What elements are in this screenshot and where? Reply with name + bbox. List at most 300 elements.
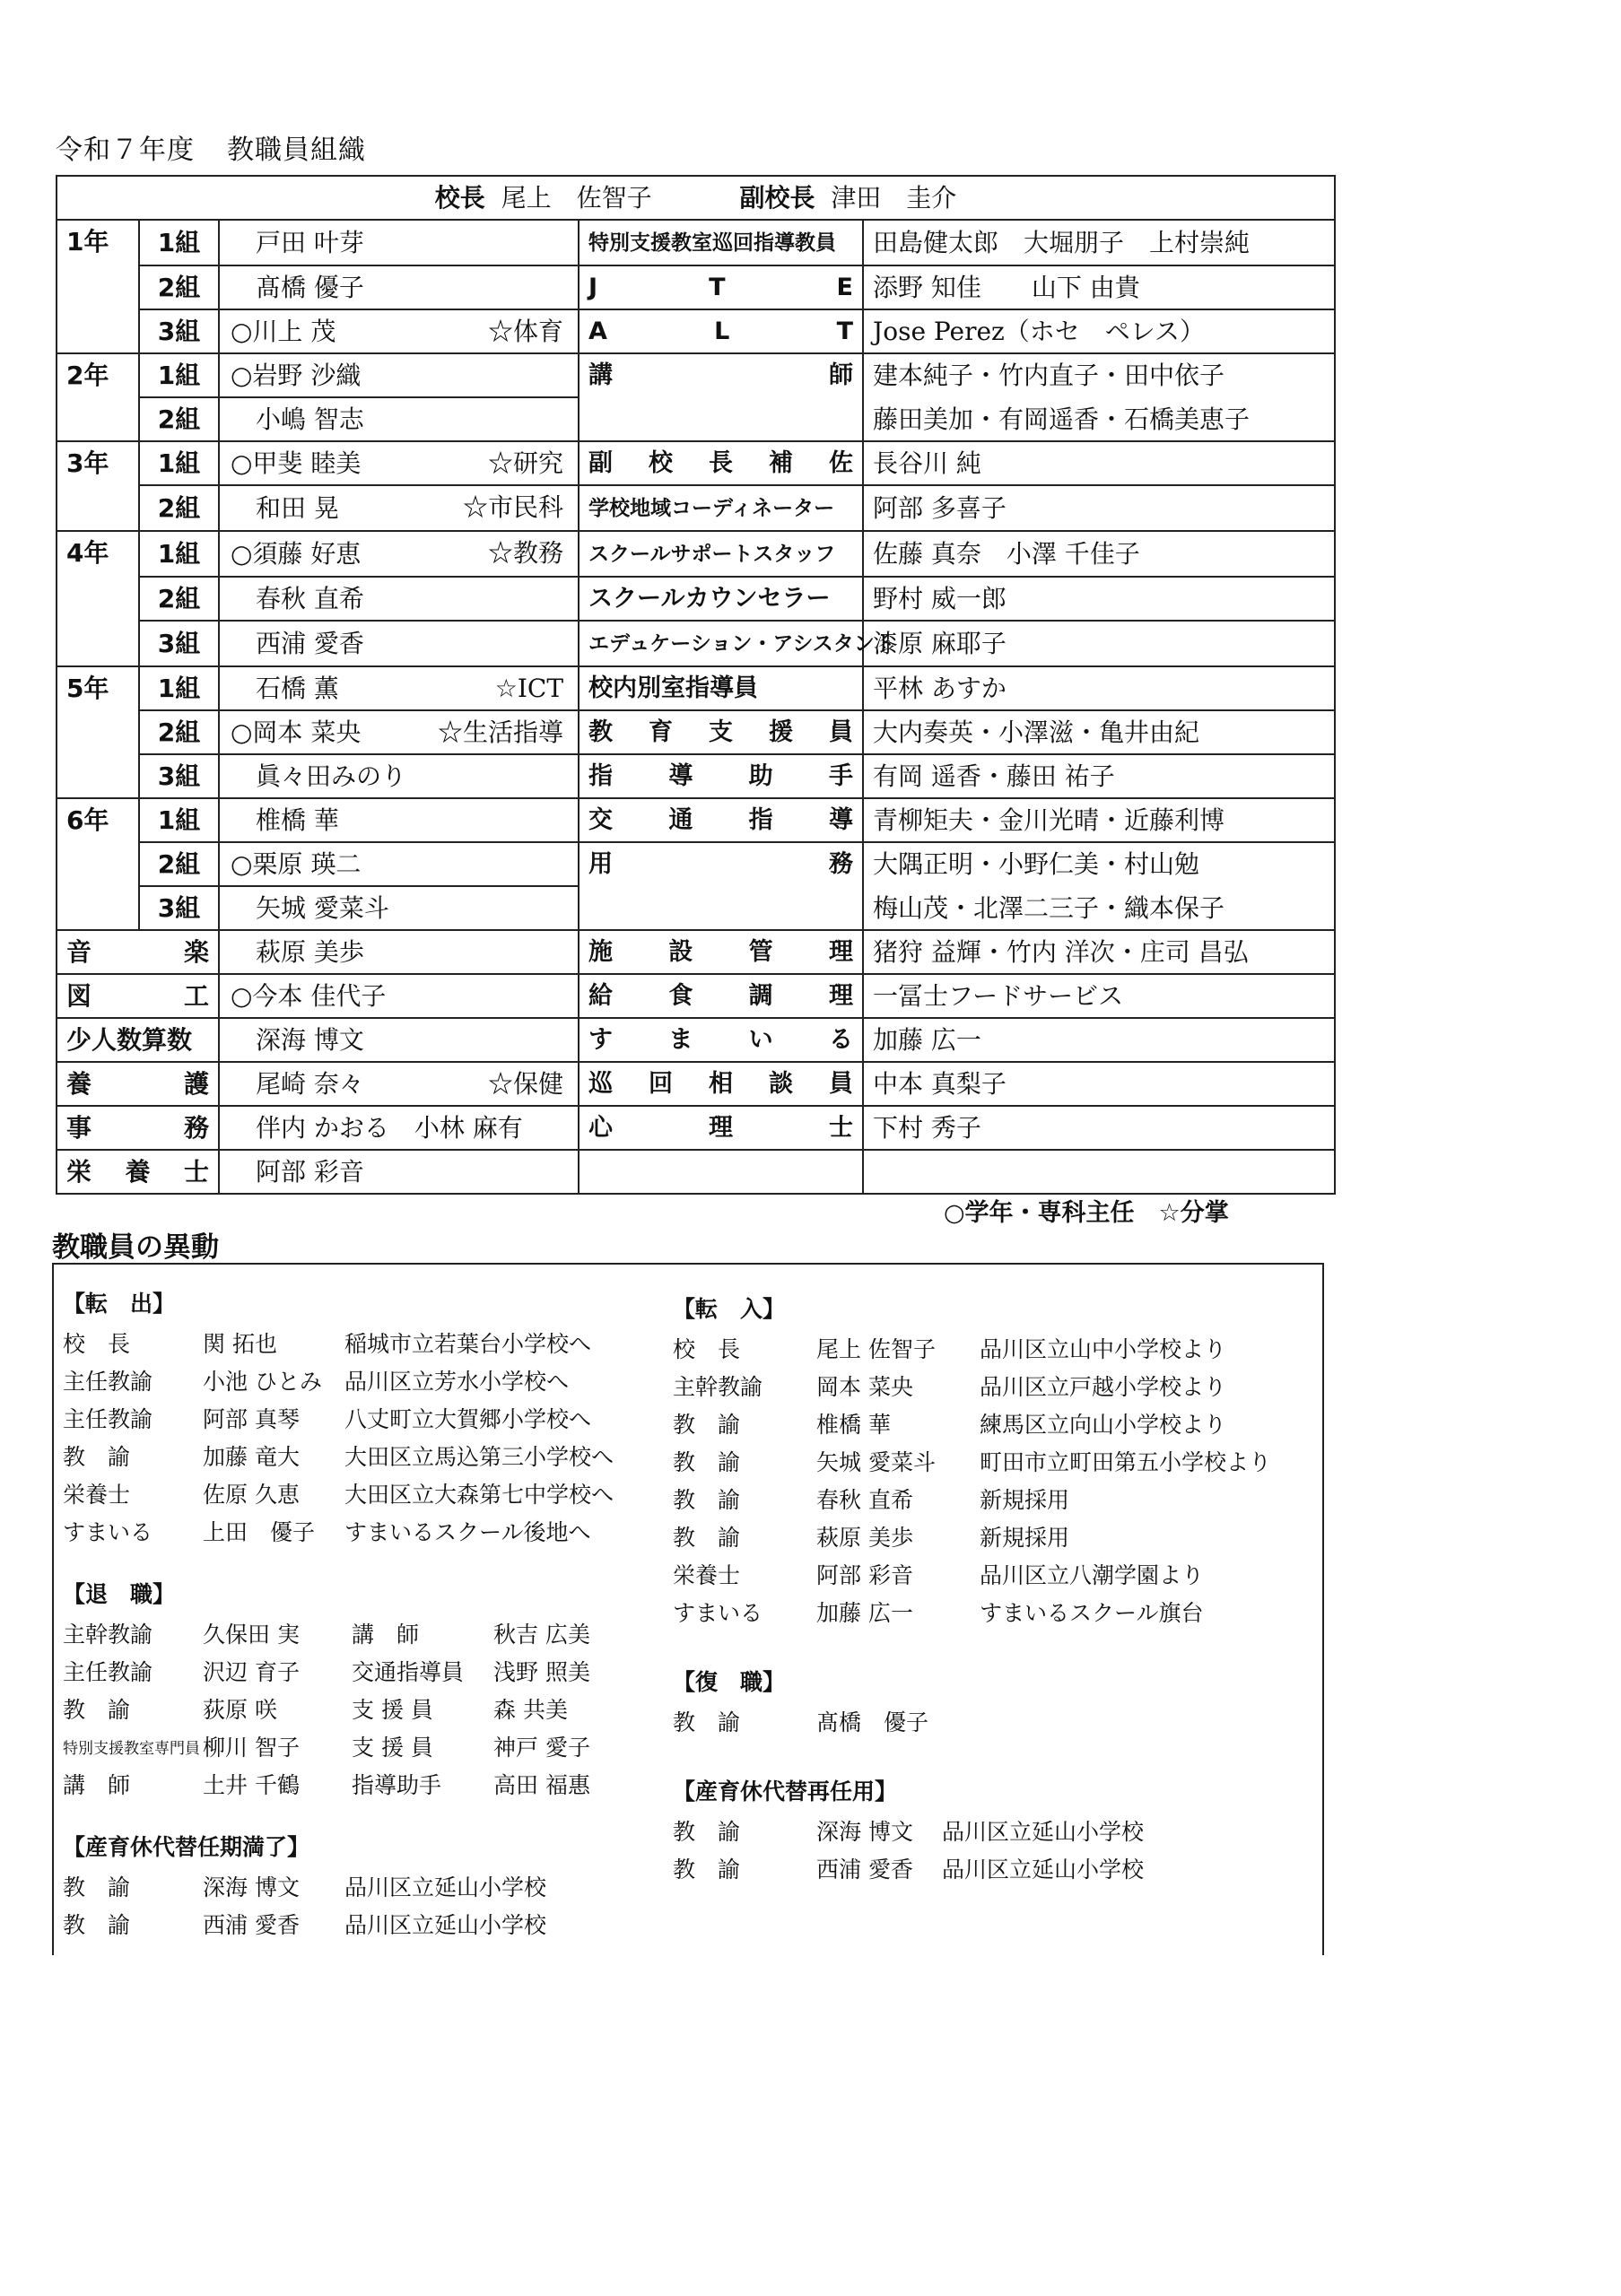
cell: すまいる <box>673 1600 763 1626</box>
role-text: エデュケーション・アシスタント <box>588 632 895 656</box>
role-text <box>588 1019 853 1061</box>
role-text <box>588 843 853 885</box>
role-text <box>588 1063 853 1105</box>
role-text: 特別支援教室巡回指導教員 <box>588 231 836 255</box>
staff-names: 野村 威一郎 <box>873 584 1007 613</box>
cell: 支 援 員 <box>352 1697 433 1723</box>
role-label <box>579 666 863 710</box>
staff-names: 漆原 麻耶子 <box>873 629 1007 658</box>
homeroom-teacher <box>219 309 579 353</box>
char: 用 <box>588 850 613 878</box>
char: 理 <box>828 938 853 966</box>
staff-names: 田島健太郎 大堀朋子 上村崇純 <box>873 228 1251 257</box>
staff-names: 一冨士フードサービス <box>873 981 1124 1011</box>
cell: 教 諭 <box>673 1412 741 1438</box>
char: 心 <box>588 1114 613 1142</box>
char: 調 <box>748 982 773 1010</box>
list-item <box>63 1652 614 1690</box>
section-heading: 【復 職】 <box>673 1669 786 1695</box>
list-item <box>63 1905 614 1943</box>
vice-principal-name: 津田 圭介 <box>831 183 957 213</box>
char: 講 <box>588 361 613 389</box>
cell: すまいるスクール旗台 <box>980 1600 1204 1626</box>
cell: 稲城市立若葉台小学校へ <box>344 1331 592 1357</box>
char: 巡 <box>588 1070 613 1098</box>
cell: 栄養士 <box>63 1482 131 1508</box>
char: 栄 <box>66 1157 92 1187</box>
class-label: 1組 <box>139 531 219 577</box>
role-label <box>579 710 863 754</box>
duty-label: ☆生活指導 <box>437 718 563 747</box>
homeroom-teacher <box>219 265 579 309</box>
cell: 講 師 <box>63 1772 131 1798</box>
role-text <box>588 975 853 1017</box>
staff-row <box>57 353 1335 397</box>
teacher-name: ○甲斐 睦美 <box>231 448 362 478</box>
char: 援 <box>769 718 793 746</box>
char: 導 <box>668 762 693 790</box>
cell: 品川区立八潮学園より <box>980 1562 1205 1588</box>
subject-text <box>66 975 209 1017</box>
staff-names-2: 梅山茂・北澤二三子・織本保子 <box>873 893 1225 923</box>
char: 副 <box>588 449 613 477</box>
staff-row <box>57 1018 1335 1062</box>
homeroom-teacher <box>219 842 579 886</box>
homeroom-teacher <box>219 710 579 754</box>
role-staff <box>863 531 1335 577</box>
role-staff <box>863 666 1335 710</box>
staff-row <box>57 577 1335 621</box>
staff-row <box>57 441 1335 485</box>
char: T <box>709 274 726 301</box>
list-item <box>673 1593 1271 1631</box>
class-label: 2組 <box>139 397 219 441</box>
staff-row <box>57 621 1335 666</box>
cell: 加藤 広一 <box>816 1600 913 1626</box>
cell: 教 諭 <box>673 1709 741 1735</box>
role-label <box>579 309 863 353</box>
staff-row <box>57 531 1335 577</box>
section-heading: 【産育休代替任期満了】 <box>63 1834 310 1860</box>
transfers-left-column <box>63 1286 614 1943</box>
cell: 沢辺 育子 <box>203 1659 300 1685</box>
class-label: 1組 <box>139 353 219 397</box>
subject-label <box>57 1106 219 1150</box>
subject-text: 少人数算数 <box>66 1025 193 1055</box>
cell: 品川区立戸越小学校より <box>980 1374 1227 1400</box>
teacher-name: ○川上 茂 <box>231 317 336 346</box>
subject-teacher <box>219 930 579 974</box>
cell: 主任教諭 <box>63 1406 153 1432</box>
char: す <box>588 1026 613 1054</box>
cell: すまいる <box>63 1519 153 1545</box>
cell: 校 長 <box>673 1336 741 1362</box>
staff-names: 阿部 多喜子 <box>873 493 1007 523</box>
teacher-name: 髙橋 優子 <box>256 273 364 302</box>
char: 談 <box>769 1070 793 1098</box>
list-item <box>63 1474 614 1512</box>
cell: 支 援 員 <box>352 1735 433 1761</box>
cell: 大田区立馬込第三小学校へ <box>344 1444 614 1470</box>
transfers-title: 教職員の異動 <box>52 1231 219 1264</box>
staff-names: 大内奏英・小澤滋・亀井由紀 <box>873 718 1200 747</box>
role-text <box>588 711 853 753</box>
grade-label: 6年 <box>57 798 139 930</box>
cell: 練馬区立向山小学校より <box>980 1412 1227 1438</box>
staff-names: 青柳矩夫・金川光晴・近藤利博 <box>873 805 1225 835</box>
role-staff <box>863 265 1335 309</box>
staff-names-2: 藤田美加・有岡遥香・石橋美恵子 <box>873 404 1251 434</box>
char: る <box>828 1026 853 1054</box>
char: 補 <box>769 449 793 477</box>
teacher-name: 春秋 直希 <box>256 584 364 613</box>
cell: 講 師 <box>352 1622 420 1648</box>
cell: 教 諭 <box>673 1857 741 1883</box>
cell: 柳川 智子 <box>203 1735 300 1761</box>
role-label <box>579 531 863 577</box>
role-text <box>588 755 853 797</box>
cell: 加藤 竜大 <box>203 1444 300 1470</box>
cell: 品川区立延山小学校 <box>942 1819 1145 1845</box>
char: T <box>836 317 853 345</box>
staff-names: 猪狩 益輝・竹内 洋次・庄司 昌弘 <box>873 937 1249 967</box>
role-text <box>588 442 853 484</box>
class-label: 1組 <box>139 666 219 710</box>
cell: 主幹教諭 <box>673 1374 763 1400</box>
cell: 秋吉 広美 <box>493 1622 590 1648</box>
role-text <box>588 1107 853 1149</box>
subject-label <box>57 1062 219 1106</box>
spacer <box>63 1550 614 1577</box>
list-item <box>63 1727 614 1765</box>
cell: 荻原 咲 <box>203 1697 277 1723</box>
char: 育 <box>649 718 673 746</box>
homeroom-teacher <box>219 886 579 930</box>
teacher-name: 和田 晃 <box>256 493 339 523</box>
empty-cell <box>579 1150 863 1194</box>
subject-teacher <box>219 1018 579 1062</box>
list-item <box>63 1512 614 1550</box>
homeroom-teacher <box>219 531 579 577</box>
list-item <box>673 1702 1271 1740</box>
role-staff <box>863 577 1335 621</box>
cell: 高田 福惠 <box>493 1772 590 1798</box>
list-item <box>63 1765 614 1803</box>
cell: 教 諭 <box>63 1874 131 1900</box>
grade-label: 1年 <box>57 220 139 353</box>
cell: 教 諭 <box>673 1525 741 1551</box>
staff-row <box>57 1106 1335 1150</box>
grade-label: 2年 <box>57 353 139 441</box>
teacher-name: 戸田 叶芽 <box>256 228 364 257</box>
list-item <box>673 1555 1271 1593</box>
char: 務 <box>183 1113 209 1143</box>
char: 校 <box>649 449 673 477</box>
char: 相 <box>709 1070 733 1098</box>
cell: 久保田 実 <box>203 1622 300 1648</box>
cell: 校 長 <box>63 1331 131 1357</box>
role-text <box>588 931 853 973</box>
role-label <box>579 441 863 485</box>
homeroom-teacher <box>219 353 579 397</box>
cell: 土井 千鶴 <box>203 1772 300 1798</box>
subject-text <box>66 931 209 973</box>
staff-row <box>57 842 1335 886</box>
cell: すまいるスクール後地へ <box>344 1519 591 1545</box>
char: 設 <box>668 938 693 966</box>
staff-names: Jose Perez（ホセ ペレス） <box>873 317 1205 346</box>
char: 管 <box>748 938 773 966</box>
homeroom-teacher <box>219 220 579 265</box>
cell: 新規採用 <box>980 1525 1070 1551</box>
subject-teacher <box>219 1150 579 1194</box>
cell: 髙橋 優子 <box>816 1709 929 1735</box>
subject-text <box>66 1107 209 1149</box>
role-text: スクールサポートスタッフ <box>588 543 836 566</box>
cell: 阿部 彩音 <box>816 1562 913 1588</box>
class-label: 2組 <box>139 577 219 621</box>
subject-teacher <box>219 1062 579 1106</box>
role-text: 校内別室指導員 <box>588 674 758 702</box>
staff-names: 添野 知佳 山下 由貴 <box>873 273 1140 302</box>
role-label <box>579 1062 863 1106</box>
staff-names: 長谷川 純 <box>873 448 981 478</box>
teacher-name: 尾崎 奈々 <box>256 1069 364 1099</box>
role-staff <box>863 974 1335 1018</box>
teacher-name: 小嶋 智志 <box>256 404 364 434</box>
cell: 教 諭 <box>673 1449 741 1475</box>
cell: 佐原 久恵 <box>203 1482 300 1508</box>
staff-names: 建本純子・竹内直子・田中依子 <box>873 361 1225 390</box>
role-label <box>579 485 863 531</box>
char: 教 <box>588 718 613 746</box>
list-item <box>63 1867 614 1905</box>
teacher-name: ○今本 佳代子 <box>231 981 387 1011</box>
role-text: スクールカウンセラー <box>588 585 831 613</box>
char: ま <box>668 1026 693 1054</box>
list-item <box>673 1442 1271 1480</box>
cell: 神戸 愛子 <box>493 1735 590 1761</box>
homeroom-teacher <box>219 577 579 621</box>
staff-names: 下村 秀子 <box>873 1113 981 1143</box>
homeroom-teacher <box>219 397 579 441</box>
section-heading: 【退 職】 <box>63 1581 176 1607</box>
role-text <box>588 266 853 309</box>
list-item <box>63 1437 614 1474</box>
role-text <box>588 799 853 841</box>
duty-label: ☆市民科 <box>462 492 563 522</box>
cell: 品川区立延山小学校 <box>942 1857 1145 1883</box>
class-label: 2組 <box>139 710 219 754</box>
cell: 品川区立延山小学校 <box>344 1912 547 1938</box>
staff-names: 加藤 広一 <box>873 1025 981 1055</box>
cell: 岡本 菜央 <box>816 1374 913 1400</box>
cell: 新規採用 <box>980 1487 1070 1513</box>
homeroom-teacher <box>219 666 579 710</box>
char: 指 <box>588 762 613 790</box>
char: 施 <box>588 938 613 966</box>
role-label <box>579 974 863 1018</box>
duty-label: ☆保健 <box>487 1069 563 1099</box>
role-label <box>579 930 863 974</box>
role-label <box>579 1106 863 1150</box>
char: L <box>714 317 730 345</box>
staff-row <box>57 754 1335 798</box>
duty-label: ☆教務 <box>487 538 563 568</box>
homeroom-teacher <box>219 798 579 842</box>
subject-label <box>57 974 219 1018</box>
class-label: 3組 <box>139 621 219 666</box>
cell: 萩原 美歩 <box>816 1525 913 1551</box>
char: 士 <box>183 1157 209 1187</box>
homeroom-teacher <box>219 485 579 531</box>
char: 工 <box>183 981 209 1011</box>
staff-names: 大隅正明・小野仁美・村山勉 <box>873 849 1200 879</box>
homeroom-teacher <box>219 441 579 485</box>
staff-row <box>57 265 1335 309</box>
char: 指 <box>748 806 773 834</box>
homeroom-teacher <box>219 754 579 798</box>
subject-label <box>57 1018 219 1062</box>
cell: 町田市立町田第五小学校より <box>980 1449 1272 1475</box>
section-heading: 【転 入】 <box>673 1296 786 1322</box>
char: 食 <box>668 982 693 1010</box>
staff-names: 有岡 遥香・藤田 祐子 <box>873 761 1115 791</box>
section-heading: 【転 出】 <box>63 1291 176 1317</box>
role-label <box>579 754 863 798</box>
duty-label: ☆研究 <box>487 448 563 478</box>
cell: 教 諭 <box>63 1697 131 1723</box>
subject-label <box>57 930 219 974</box>
char: 楽 <box>183 937 209 967</box>
role-staff <box>863 441 1335 485</box>
list-item <box>63 1324 614 1361</box>
staff-row <box>57 220 1335 265</box>
list-item <box>673 1329 1271 1367</box>
cell: 西浦 愛香 <box>816 1857 913 1883</box>
cell: 西浦 愛香 <box>203 1912 300 1938</box>
list-item <box>673 1849 1271 1887</box>
list-item <box>673 1518 1271 1555</box>
cell: 品川区立芳水小学校へ <box>344 1369 570 1395</box>
grade-label: 3年 <box>57 441 139 531</box>
teacher-name: 深海 博文 <box>256 1025 364 1055</box>
char: 員 <box>829 1070 853 1098</box>
role-text <box>588 354 853 396</box>
teacher-name: 萩原 美歩 <box>256 937 364 967</box>
char: 士 <box>829 1114 853 1142</box>
staff-table <box>56 175 1336 1195</box>
vice-principal-label: 副校長 <box>739 183 815 213</box>
subject-text <box>66 1063 209 1105</box>
spacer <box>673 1631 1271 1665</box>
staff-names: 中本 真梨子 <box>873 1069 1007 1099</box>
staff-names: 佐藤 真奈 小澤 千佳子 <box>873 539 1140 569</box>
empty-cell <box>863 1150 1335 1194</box>
char: 理 <box>828 982 853 1010</box>
subject-text <box>66 1151 209 1193</box>
char: 務 <box>829 850 853 878</box>
cell: 特別支援教室専門員 <box>63 1739 200 1758</box>
teacher-name: 椎橋 華 <box>256 805 339 835</box>
role-label <box>579 353 863 441</box>
staff-row <box>57 666 1335 710</box>
class-label: 1組 <box>139 220 219 265</box>
cell: 尾上 佐智子 <box>816 1336 936 1362</box>
transfers-box <box>52 1263 1324 1955</box>
class-label: 3組 <box>139 309 219 353</box>
cell: 主幹教諭 <box>63 1622 153 1648</box>
role-staff <box>863 930 1335 974</box>
cell: 指導助手 <box>352 1772 442 1798</box>
grade-label: 5年 <box>57 666 139 798</box>
staff-row <box>57 710 1335 754</box>
staff-names: 平林 あすか <box>873 674 1007 703</box>
char: 手 <box>828 762 853 790</box>
section-heading: 【産育休代替再任用】 <box>673 1779 898 1805</box>
role-label <box>579 798 863 842</box>
class-label: 1組 <box>139 441 219 485</box>
teacher-name: 伴内 かおる 小林 麻有 <box>256 1113 523 1143</box>
char: 養 <box>125 1157 151 1187</box>
teacher-name: ○栗原 瑛二 <box>231 849 362 879</box>
teacher-name: ○須藤 好恵 <box>231 539 362 569</box>
subject-teacher <box>219 974 579 1018</box>
list-item <box>63 1614 614 1652</box>
homeroom-teacher <box>219 621 579 666</box>
role-staff <box>863 842 1335 930</box>
staff-row <box>57 309 1335 353</box>
cell: 教 諭 <box>63 1912 131 1938</box>
staff-row <box>57 798 1335 842</box>
grade-label: 4年 <box>57 531 139 666</box>
subject-teacher <box>219 1106 579 1150</box>
cell: 阿部 真琴 <box>203 1406 300 1432</box>
char: 事 <box>66 1113 92 1143</box>
role-staff <box>863 621 1335 666</box>
staff-row <box>57 1062 1335 1106</box>
page-title-name: 教職員組織 <box>227 135 366 166</box>
transfers-right-column <box>673 1292 1271 1887</box>
teacher-name: 阿部 彩音 <box>256 1157 364 1187</box>
teacher-name: 石橋 薫 <box>256 674 339 703</box>
teacher-name: ○岡本 菜央 <box>231 718 362 747</box>
class-label: 2組 <box>139 485 219 531</box>
teacher-name: 矢城 愛菜斗 <box>256 893 389 923</box>
class-label: 3組 <box>139 886 219 930</box>
list-item <box>673 1405 1271 1442</box>
char: A <box>588 317 607 345</box>
char: 理 <box>709 1114 733 1142</box>
role-staff <box>863 798 1335 842</box>
role-staff <box>863 1106 1335 1150</box>
class-label: 2組 <box>139 265 219 309</box>
char: 師 <box>829 361 853 389</box>
principal-label: 校長 <box>434 183 485 213</box>
spacer <box>63 1803 614 1830</box>
legend: ○学年・専科主任 ☆分掌 <box>944 1199 1229 1227</box>
list-item <box>63 1399 614 1437</box>
teacher-name: 眞々田みのり <box>256 761 407 791</box>
cell: 関 拓也 <box>203 1331 277 1357</box>
role-label <box>579 265 863 309</box>
list-item <box>63 1361 614 1399</box>
role-staff <box>863 1018 1335 1062</box>
principal-name: 尾上 佐智子 <box>501 183 652 213</box>
role-label <box>579 621 895 666</box>
cell: 教 諭 <box>673 1819 741 1845</box>
list-item <box>673 1367 1271 1405</box>
